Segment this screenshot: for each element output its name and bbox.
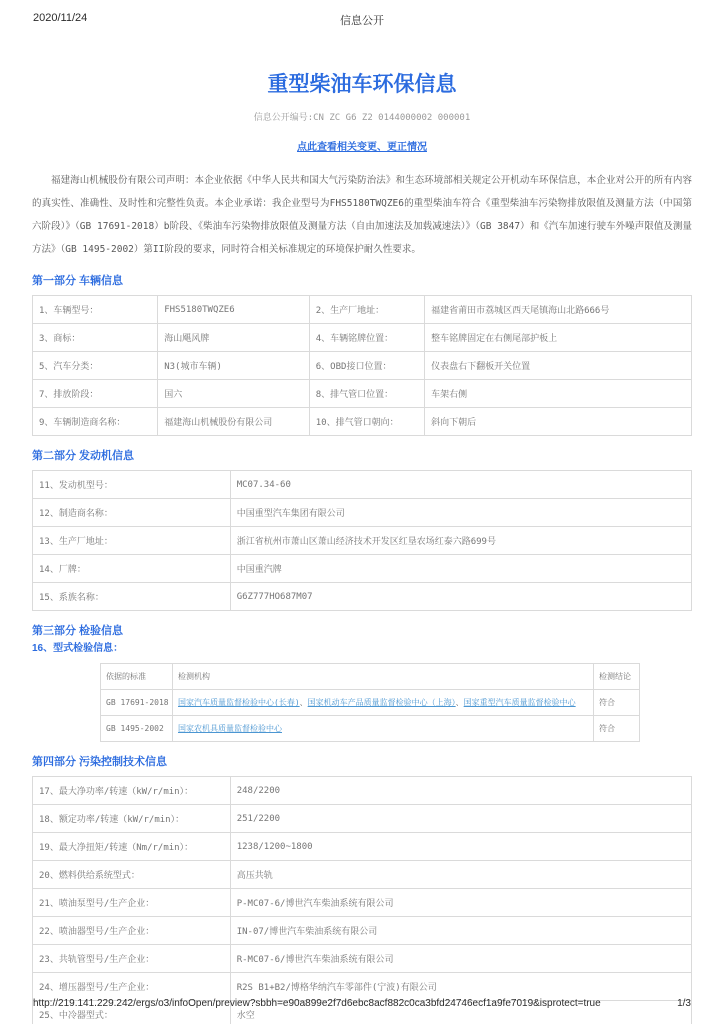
table-row bbox=[33, 352, 692, 380]
engine-info-table bbox=[32, 470, 692, 611]
table-row bbox=[33, 471, 692, 499]
print-footer bbox=[33, 998, 691, 1012]
disclosure-code: 信息公开编号:CN ZC G6 Z2 0144000002 000001 bbox=[253, 113, 471, 123]
table-row bbox=[33, 583, 692, 611]
field-label: 12、制造商名称： bbox=[33, 499, 231, 527]
column-header-result: 检测结论 bbox=[594, 664, 640, 690]
field-label: 21、喷油泵型号/生产企业： bbox=[33, 889, 231, 917]
field-label: 5、汽车分类： bbox=[33, 352, 158, 380]
field-label: 8、排气管口位置： bbox=[309, 380, 424, 408]
declaration-paragraph: 福建海山机械股份有限公司声明：本企业依据《中华人民共和国大气污染防治法》和生态环境部相关规定公开机动车环保信息，本企业对公开的所有内容的真实性、准确性、及时性和完整性负责。本企业承诺：我企业型号为FHS5180TWQZE6的重型柴油车符合《重型柴油车污染物排放限值及测量方法（中国第六阶段）》（GB 17691-2018）b阶段、《柴油车污染物排放限值及测量方法（自由加速法及加载减速法）》（GB 3847）和《汽车加速行驶车外噪声限值及测量方法》（GB 1495-2002）第II阶段的要求，同时符合相关标准规定的环境保护耐久性要求。 bbox=[32, 175, 692, 255]
section-title-vehicle-info: 第一部分 车辆信息 bbox=[32, 275, 124, 287]
field-value: 国六 bbox=[158, 380, 310, 408]
table-row bbox=[33, 324, 692, 352]
table-header-row bbox=[101, 664, 640, 690]
column-header-standard: 依据的标准 bbox=[101, 664, 173, 690]
agency-link[interactable]: 国家汽车质量监督检验中心(长春) bbox=[178, 698, 300, 707]
field-value: 浙江省杭州市萧山区萧山经济技术开发区红垦农场红泰六路699号 bbox=[230, 527, 691, 555]
pollution-control-table bbox=[32, 776, 692, 1024]
table-row bbox=[33, 777, 692, 805]
field-value: 1238/1200~1800 bbox=[230, 833, 691, 861]
field-value: 高压共轨 bbox=[230, 861, 691, 889]
field-value: 整车铭牌固定在右侧尾部护板上 bbox=[425, 324, 692, 352]
column-header-agency: 检测机构 bbox=[173, 664, 594, 690]
type-inspection-subtitle: 16、型式检验信息： bbox=[32, 643, 124, 654]
field-label: 19、最大净扭矩/转速（Nm/r/min）： bbox=[33, 833, 231, 861]
standard-cell: GB 17691-2018 bbox=[101, 690, 173, 716]
field-value: 水空 bbox=[230, 1001, 691, 1024]
agency-cell bbox=[173, 716, 594, 742]
section-title-pollution-control: 第四部分 污染控制技术信息 bbox=[32, 756, 168, 768]
field-value: 海山飓风牌 bbox=[158, 324, 310, 352]
field-label: 10、排气管口朝向： bbox=[309, 408, 424, 436]
field-label: 9、车辆制造商名称： bbox=[33, 408, 158, 436]
table-row bbox=[33, 861, 692, 889]
field-value: N3(城市车辆) bbox=[158, 352, 310, 380]
field-label: 24、增压器型号/生产企业： bbox=[33, 973, 231, 1001]
field-value: 斜向下朝后 bbox=[425, 408, 692, 436]
print-date: 2020/11/24 bbox=[33, 12, 88, 24]
field-label: 2、生产厂地址： bbox=[309, 296, 424, 324]
agency-link[interactable]: 国家机动车产品质量监督检验中心（上海） bbox=[307, 698, 456, 707]
table-row bbox=[33, 527, 692, 555]
field-value: 中国重汽牌 bbox=[230, 555, 691, 583]
field-value: P-MC07-6/博世汽车柴油系统有限公司 bbox=[230, 889, 691, 917]
field-value: 248/2200 bbox=[230, 777, 691, 805]
field-label: 23、共轨管型号/生产企业： bbox=[33, 945, 231, 973]
field-value: R2S B1+B2/博格华纳汽车零部件(宁波)有限公司 bbox=[230, 973, 691, 1001]
print-header-title: 信息公开 bbox=[340, 15, 384, 27]
field-value: G6Z777HO687M07 bbox=[230, 583, 691, 611]
inspection-table bbox=[100, 663, 640, 742]
table-row bbox=[101, 690, 640, 716]
field-label: 6、OBD接口位置： bbox=[309, 352, 424, 380]
agency-link[interactable]: 国家农机具质量监督检验中心 bbox=[178, 724, 282, 733]
table-row bbox=[33, 805, 692, 833]
page-title: 重型柴油车环保信息 bbox=[267, 73, 457, 96]
field-value: 251/2200 bbox=[230, 805, 691, 833]
page-number: 1/3 bbox=[677, 998, 691, 1009]
field-label: 1、车辆型号： bbox=[33, 296, 158, 324]
field-label: 15、系族名称： bbox=[33, 583, 231, 611]
table-row bbox=[33, 380, 692, 408]
table-row bbox=[33, 408, 692, 436]
table-row bbox=[33, 889, 692, 917]
field-label: 18、额定功率/转速（kW/r/min）： bbox=[33, 805, 231, 833]
separator: 、 bbox=[299, 698, 308, 707]
field-label: 4、车辆铭牌位置： bbox=[309, 324, 424, 352]
table-row bbox=[33, 499, 692, 527]
field-label: 20、燃料供给系统型式： bbox=[33, 861, 231, 889]
section-title-inspection-info: 第三部分 检验信息 bbox=[32, 625, 124, 637]
result-cell: 符合 bbox=[594, 690, 640, 716]
table-row bbox=[33, 973, 692, 1001]
field-value: R-MC07-6/博世汽车柴油系统有限公司 bbox=[230, 945, 691, 973]
agency-link[interactable]: 国家重型汽车质量监督检验中心 bbox=[463, 698, 576, 707]
field-value: 中国重型汽车集团有限公司 bbox=[230, 499, 691, 527]
table-row bbox=[33, 555, 692, 583]
vehicle-info-table bbox=[32, 295, 692, 436]
table-row bbox=[33, 833, 692, 861]
source-url: http://219.141.229.242/ergs/o3/infoOpen/preview?sbbh=e90a899e2f7d6ebc8acf882c0ca3bfd24746ecf1a9fe7019&isprotect=true bbox=[33, 998, 601, 1009]
table-row bbox=[101, 716, 640, 742]
field-label: 17、最大净功率/转速（kW/r/min）： bbox=[33, 777, 231, 805]
section-title-engine-info: 第二部分 发动机信息 bbox=[32, 450, 135, 462]
field-value: 仪表盘右下翻板开关位置 bbox=[425, 352, 692, 380]
agency-cell bbox=[173, 690, 594, 716]
field-label: 3、商标： bbox=[33, 324, 158, 352]
change-info-link[interactable]: 点此查看相关变更、更正情况 bbox=[297, 142, 427, 153]
field-value: 福建省莆田市荔城区西天尾镇海山北路666号 bbox=[425, 296, 692, 324]
field-label: 25、中冷器型式： bbox=[33, 1001, 231, 1024]
table-row bbox=[33, 917, 692, 945]
table-row bbox=[33, 296, 692, 324]
field-value: IN-07/博世汽车柴油系统有限公司 bbox=[230, 917, 691, 945]
standard-cell: GB 1495-2002 bbox=[101, 716, 173, 742]
field-label: 13、生产厂地址： bbox=[33, 527, 231, 555]
field-label: 7、排放阶段： bbox=[33, 380, 158, 408]
field-value: MC07.34-60 bbox=[230, 471, 691, 499]
field-label: 14、厂牌： bbox=[33, 555, 231, 583]
field-label: 11、发动机型号： bbox=[33, 471, 231, 499]
field-value: 车架右侧 bbox=[425, 380, 692, 408]
separator: 、 bbox=[455, 698, 464, 707]
field-value: FHS5180TWQZE6 bbox=[158, 296, 310, 324]
field-label: 22、喷油器型号/生产企业： bbox=[33, 917, 231, 945]
result-cell: 符合 bbox=[594, 716, 640, 742]
print-header bbox=[33, 12, 691, 28]
field-value: 福建海山机械股份有限公司 bbox=[158, 408, 310, 436]
table-row bbox=[33, 945, 692, 973]
